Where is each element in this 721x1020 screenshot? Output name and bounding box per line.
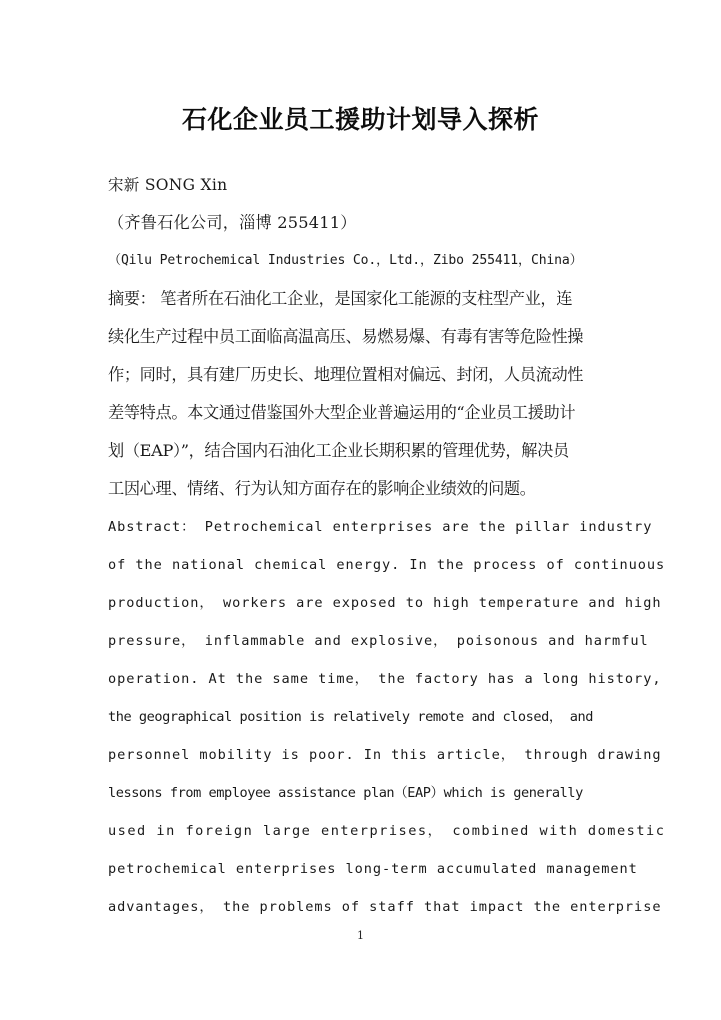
abstract-en-line-6: the geographical position is relatively remote and closed， and bbox=[108, 709, 593, 725]
abstract-en-line-8: lessons from employee assistance plan（EAP）which is generally bbox=[108, 785, 583, 801]
abstract-cn-line-2: 续化生产过程中员工面临高温高压、易燃易爆、有毒有害等危险性操 bbox=[108, 327, 584, 346]
abstract-en-line-3: production， workers are exposed to high temperature and high bbox=[108, 595, 662, 611]
page-number: 1 bbox=[357, 929, 364, 942]
abstract-en-line-11: advantages， the problems of staff that impact the enterprise bbox=[108, 899, 662, 915]
abstract-en-line-2: of the national chemical energy. In the process of continuous bbox=[108, 557, 666, 573]
abstract-en-line-1: Abstract： Petrochemical enterprises are the pillar industry bbox=[108, 519, 653, 535]
abstract-en-line-4: pressure， inflammable and explosive， poisonous and harmful bbox=[108, 633, 649, 649]
affiliation-chinese: （齐鲁石化公司，淄博 255411） bbox=[108, 213, 357, 232]
abstract-cn-line-6: 工因心理、情绪、行为认知方面存在的影响企业绩效的问题。 bbox=[108, 479, 536, 498]
abstract-cn-line-3: 作；同时，具有建厂历史长、地理位置相对偏远、封闭，人员流动性 bbox=[108, 365, 584, 384]
document-body bbox=[108, 166, 666, 926]
abstract-cn-line-5: 划（EAP）”，结合国内石油化工企业长期积累的管理优势，解决员 bbox=[108, 441, 569, 460]
author-line: 宋新 SONG Xin bbox=[108, 176, 228, 194]
abstract-cn-line-4: 差等特点。本文通过借鉴国外大型企业普遍运用的“企业员工援助计 bbox=[108, 403, 576, 422]
abstract-en-line-9: used in foreign large enterprises， combined with domestic bbox=[108, 823, 666, 839]
affiliation-english: （Qilu Petrochemical Industries Co.，Ltd.，Zibo 255411，China） bbox=[108, 253, 583, 268]
page-title: 石化企业员工援助计划导入探析 bbox=[181, 104, 539, 134]
abstract-en-line-10: petrochemical enterprises long-term accumulated management bbox=[108, 861, 638, 877]
abstract-en-line-7: personnel mobility is poor. In this article， through drawing bbox=[108, 747, 662, 763]
abstract-en-line-5: operation. At the same time， the factory has a long history, bbox=[108, 671, 662, 687]
abstract-cn-line-1: 摘要： 笔者所在石油化工企业，是国家化工能源的支柱型产业，连 bbox=[108, 289, 573, 308]
